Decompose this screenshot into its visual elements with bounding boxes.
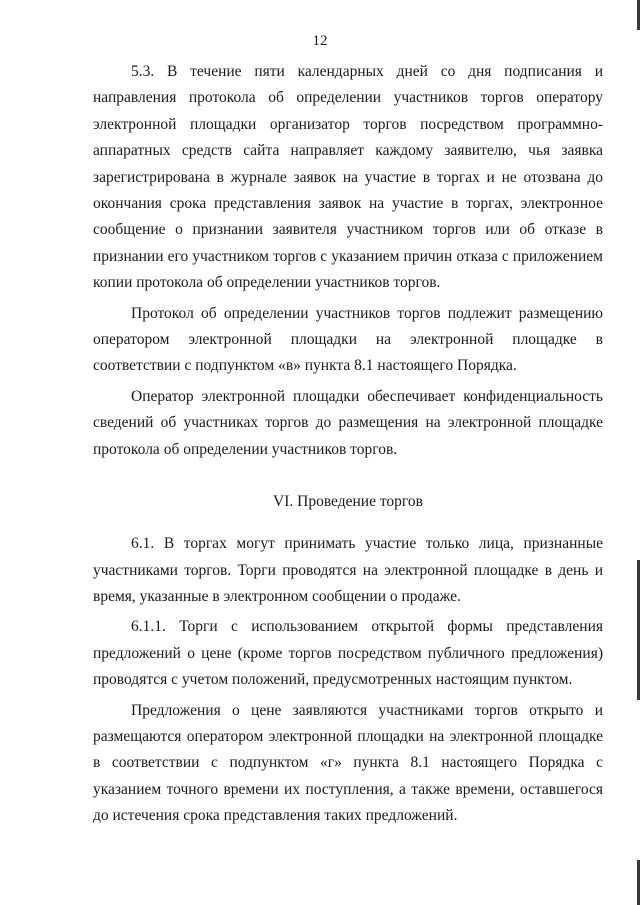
paragraph-protocol-placement: Протокол об определении участников торгов подлежит размещению оператором электронной площадки на электронной площадке в соответствии с подпунктом «в» пункта 8.1 настоящего Порядка.	[93, 304, 603, 375]
document-body	[93, 59, 603, 830]
section-heading-vi: VI. Проведение торгов	[273, 493, 423, 511]
page-number: 12	[312, 33, 328, 49]
paragraph-5-3: 5.3. В течение пяти календарных дней со дня подписания и направления протокола об определении участников торгов оператору электронной площадки организатор торгов посредством программно-аппаратных средств сайта направляет каждому заявителю, чья заявка зарегистрирована в журнале заявок на участие в торгах и не отозвана до окончания срока представления заявок на участие в торгах, электронное сообщение о признании заявителя участником торгов или об отказе в признании его участником торгов с указанием причин отказа с приложением копии протокола об определении участников торгов.	[93, 63, 603, 292]
paragraph-price-offers: Предложения о цене заявляются участниками торгов открыто и размещаются оператором электронной площадки на электронной площадке в соответствии с подпунктом «г» пункта 8.1 настоящего Порядка с указанием точного времени их поступления, а также времени, оставшегося до истечения срока представления таких предложений.	[93, 701, 603, 825]
paragraph-6-1: 6.1. В торгах могут принимать участие только лица, признанные участниками торгов. Торги проводятся на электронной площадке в день и время, указанные в электронном сообщении о продаже.	[93, 535, 603, 605]
paragraph-6-1-1: 6.1.1. Торги с использованием открытой формы представления предложений о цене (кроме торгов посредством публичного предложения) проводятся с учетом положений, предусмотренных настоящим пунктом.	[93, 618, 603, 689]
paragraph-confidentiality: Оператор электронной площадки обеспечивает конфиденциальность сведений об участниках торгов до размещения на электронной площадке протокола об определении участников торгов.	[93, 387, 603, 458]
